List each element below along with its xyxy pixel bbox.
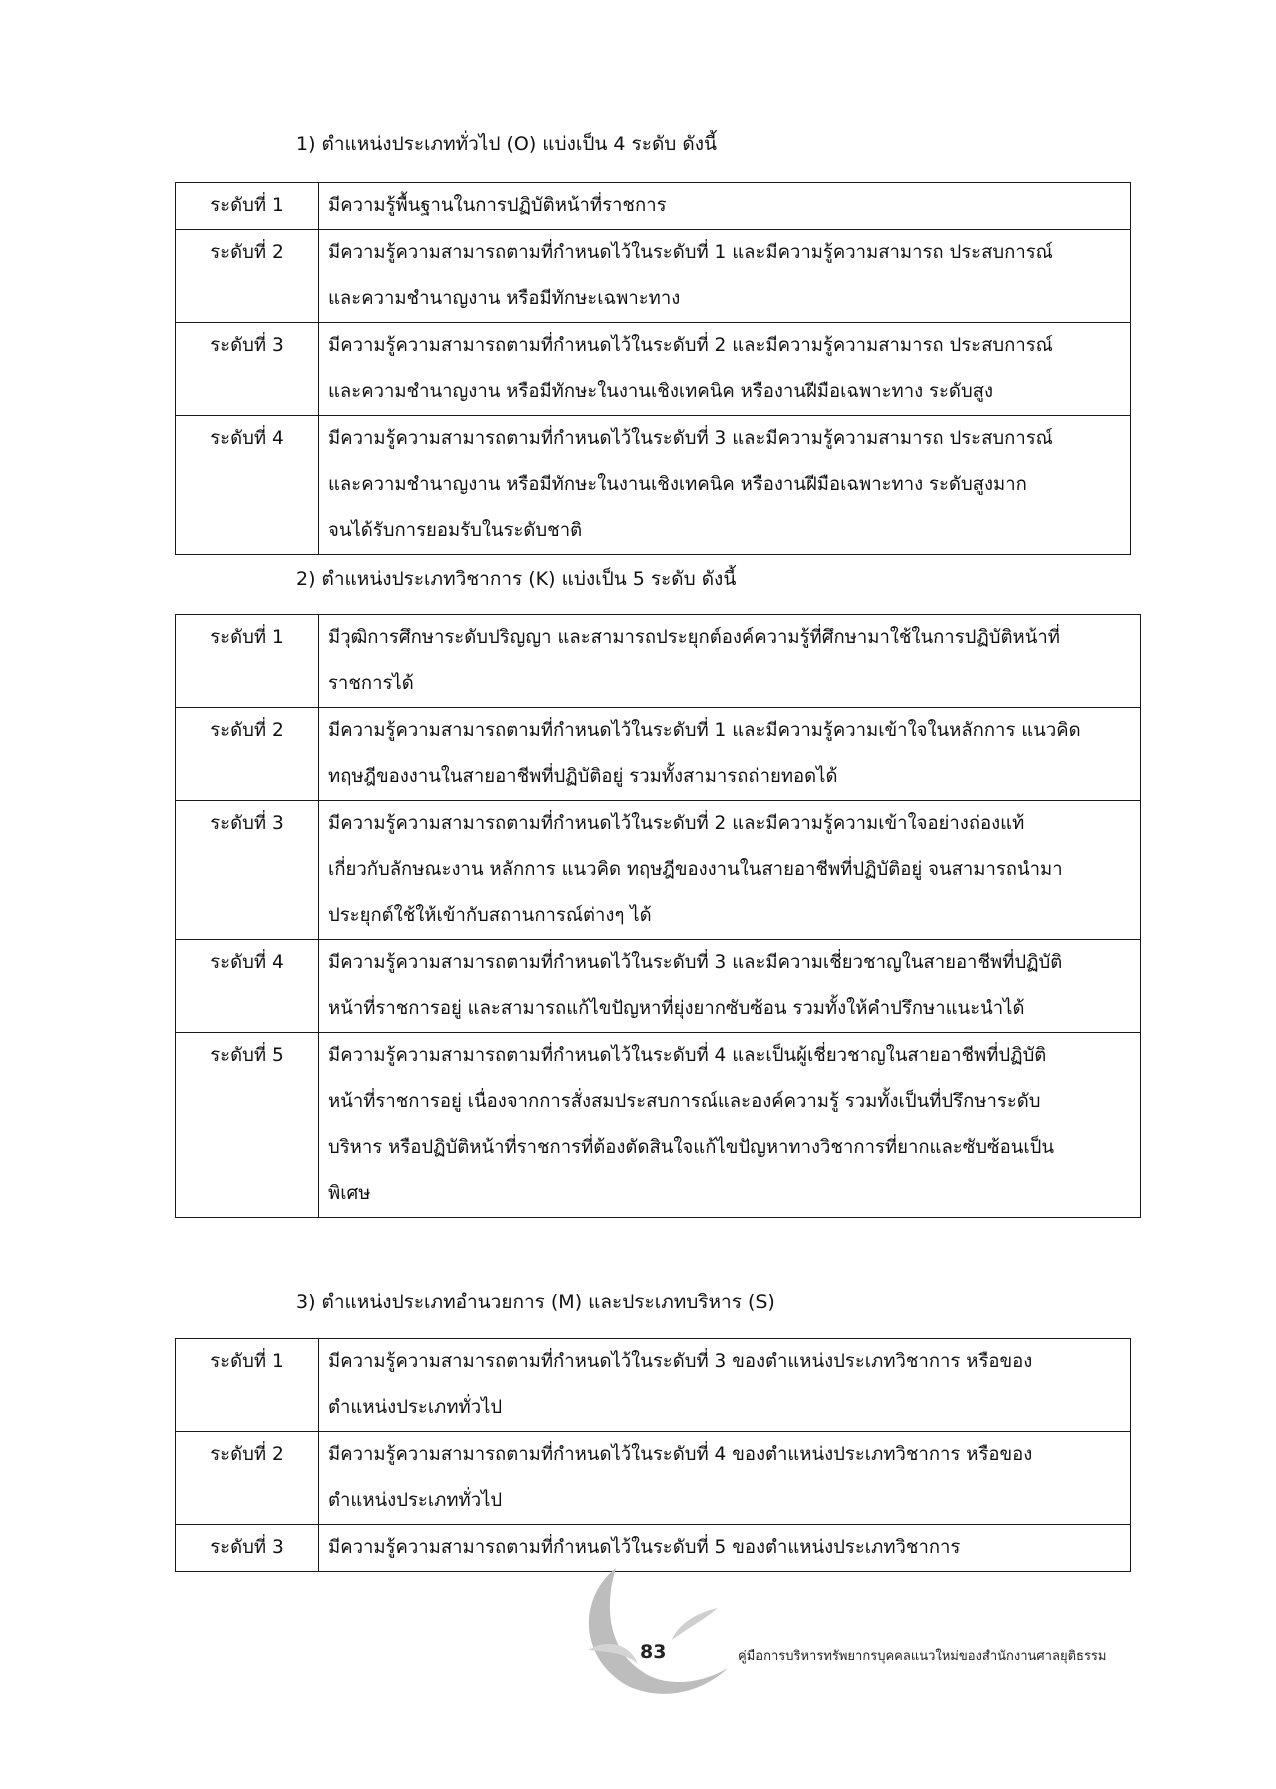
description-line: มีความรู้ความสามารถตามที่กำหนดไว้ในระดับที่ 4 และเป็นผู้เชี่ยวชาญในสายอาชีพที่ปฏิบัติ [328,1045,1047,1066]
level-cell: ระดับที่ 3 [176,801,319,940]
level-cell: ระดับที่ 2 [176,1432,319,1525]
level-cell: ระดับที่ 1 [176,1339,319,1432]
description-line: เกี่ยวกับลักษณะงาน หลักการ แนวคิด ทฤษฎีของงานในสายอาชีพที่ปฏิบัติอยู่ จนสามารถนำมา [328,859,1063,880]
table-row [176,1525,1131,1572]
description-line: พิเศษ [328,1183,371,1204]
description-line: และความชำนาญงาน หรือมีทักษะในงานเชิงเทคนิค หรืองานฝีมือเฉพาะทาง ระดับสูงมาก [328,474,1027,495]
level-cell: ระดับที่ 4 [176,940,319,1033]
section-3-heading: 3) ตำแหน่งประเภทอำนวยการ (M) และประเภทบริหาร (S) [296,1291,775,1313]
description-line: มีความรู้พื้นฐานในการปฏิบัติหน้าที่ราชการ [328,195,667,216]
description-cell [319,230,1131,323]
description-line: ทฤษฎีของงานในสายอาชีพที่ปฏิบัติอยู่ รวมทั้งสามารถถ่ายทอดได้ [328,766,838,787]
table-row [176,1339,1131,1432]
section-2-heading: 2) ตำแหน่งประเภทวิชาการ (K) แบ่งเป็น 5 ระดับ ดังนี้ [296,568,737,590]
description-line: มีความรู้ความสามารถตามที่กำหนดไว้ในระดับที่ 5 ของตำแหน่งประเภทวิชาการ [328,1537,961,1558]
description-line: ราชการได้ [328,673,414,694]
description-line: และความชำนาญงาน หรือมีทักษะเฉพาะทาง [328,288,681,309]
level-cell: ระดับที่ 3 [176,323,319,416]
level-cell: ระดับที่ 2 [176,230,319,323]
table-row [176,801,1141,940]
table-row [176,940,1141,1033]
description-cell [319,708,1141,801]
table-row [176,1033,1141,1218]
description-cell [319,1432,1131,1525]
section-1-rows [176,183,1131,555]
description-cell [319,1033,1141,1218]
description-line: มีความรู้ความสามารถตามที่กำหนดไว้ในระดับที่ 1 และมีความรู้ความเข้าใจในหลักการ แนวคิด [328,720,1081,741]
level-cell: ระดับที่ 2 [176,708,319,801]
table-row [176,323,1131,416]
description-cell [319,416,1131,555]
section-2-rows [176,615,1141,1218]
description-line: มีความรู้ความสามารถตามที่กำหนดไว้ในระดับที่ 3 และมีความรู้ความสามารถ ประสบการณ์ [328,428,1053,449]
level-cell: ระดับที่ 3 [176,1525,319,1572]
description-line: มีความรู้ความสามารถตามที่กำหนดไว้ในระดับที่ 3 และมีความเชี่ยวชาญในสายอาชีพที่ปฏิบัติ [328,952,1063,973]
section-3-rows [176,1339,1131,1572]
description-line: มีความรู้ความสามารถตามที่กำหนดไว้ในระดับที่ 1 และมีความรู้ความสามารถ ประสบการณ์ [328,242,1053,263]
table-row [176,708,1141,801]
level-cell: ระดับที่ 5 [176,1033,319,1218]
court-logo-swirl-icon [568,1568,738,1708]
description-line: มีวุฒิการศึกษาระดับปริญญา และสามารถประยุกต์องค์ความรู้ที่ศึกษามาใช้ในการปฏิบัติหน้าที่ [328,627,1060,648]
description-cell [319,940,1141,1033]
level-cell: ระดับที่ 1 [176,183,319,230]
description-cell [319,801,1141,940]
table-row [176,183,1131,230]
description-line: มีความรู้ความสามารถตามที่กำหนดไว้ในระดับที่ 3 ของตำแหน่งประเภทวิชาการ หรือของ [328,1351,1033,1372]
description-cell [319,323,1131,416]
level-cell: ระดับที่ 4 [176,416,319,555]
page-number: 83 [640,1641,667,1663]
table-row [176,615,1141,708]
description-cell [319,1339,1131,1432]
level-cell: ระดับที่ 1 [176,615,319,708]
description-line: มีความรู้ความสามารถตามที่กำหนดไว้ในระดับที่ 2 และมีความรู้ความสามารถ ประสบการณ์ [328,335,1053,356]
table-row [176,1432,1131,1525]
description-line: จนได้รับการยอมรับในระดับชาติ [328,520,583,541]
section-3-table [175,1338,1131,1572]
description-line: มีความรู้ความสามารถตามที่กำหนดไว้ในระดับที่ 4 ของตำแหน่งประเภทวิชาการ หรือของ [328,1444,1033,1465]
description-cell [319,615,1141,708]
description-cell [319,183,1131,230]
section-2-table [175,614,1141,1218]
table-row [176,416,1131,555]
description-line: และความชำนาญงาน หรือมีทักษะในงานเชิงเทคนิค หรืองานฝีมือเฉพาะทาง ระดับสูง [328,381,994,402]
section-1-heading: 1) ตำแหน่งประเภททั่วไป (O) แบ่งเป็น 4 ระดับ ดังนี้ [296,133,718,155]
description-line: หน้าที่ราชการอยู่ เนื่องจากการสั่งสมประสบการณ์และองค์ความรู้ รวมทั้งเป็นที่ปรึกษาระดับ [328,1091,1041,1112]
table-row [176,230,1131,323]
description-line: หน้าที่ราชการอยู่ และสามารถแก้ไขปัญหาที่ยุ่งยากซับซ้อน รวมทั้งให้คำปรึกษาแนะนำได้ [328,998,1025,1019]
description-cell [319,1525,1131,1572]
description-line: บริหาร หรือปฏิบัติหน้าที่ราชการที่ต้องตัดสินใจแก้ไขปัญหาทางวิชาการที่ยากและซับซ้อนเป็น [328,1137,1055,1158]
description-line: มีความรู้ความสามารถตามที่กำหนดไว้ในระดับที่ 2 และมีความรู้ความเข้าใจอย่างถ่องแท้ [328,813,1025,834]
section-1-table [175,182,1131,555]
description-line: ประยุกต์ใช้ให้เข้ากับสถานการณ์ต่างๆ ได้ [328,905,652,926]
description-line: ตำแหน่งประเภททั่วไป [328,1490,503,1511]
description-line: ตำแหน่งประเภททั่วไป [328,1397,503,1418]
footer-title: คู่มือการบริหารทรัพยากรบุคคลแนวใหม่ของสำนักงานศาลยุติธรรม [738,1649,1107,1664]
